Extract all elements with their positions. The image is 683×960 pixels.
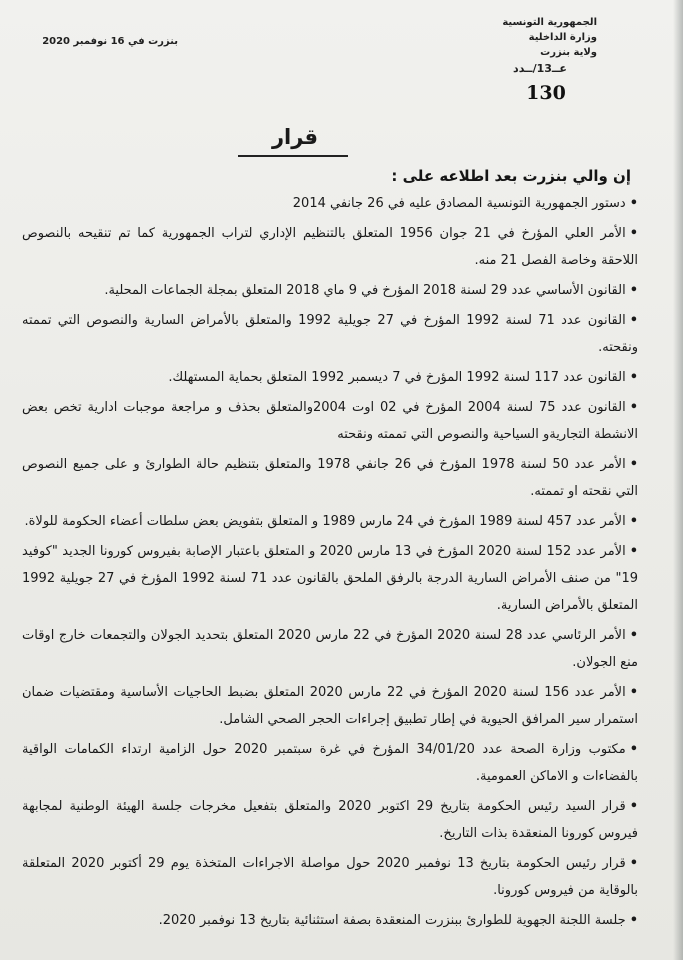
bullet-icon: •: [629, 685, 639, 700]
bullet-icon: •: [629, 370, 638, 385]
bullet-icon: •: [629, 457, 639, 472]
preamble: إن والي بنزرت بعد اطلاعه على :: [391, 167, 631, 185]
bullet-icon: •: [629, 283, 638, 298]
clause-text: القانون عدد 75 لسنة 2004 المؤرخ في 02 اوت 2004والمتعلق بحذف و مراجعة موجبات ادارية تخص بعض الانشطة التجاريةو السياحية والنصوص التي تممته ونقحته: [22, 400, 638, 442]
reference-line: عــ13/ــدد: [513, 62, 567, 75]
list-item: [22, 622, 638, 676]
list-item: [22, 538, 638, 619]
bullet-icon: •: [629, 913, 638, 928]
bullet-icon: •: [629, 742, 638, 757]
document-title: قرار: [271, 125, 319, 149]
governorate-label: ولاية بنزرت: [540, 47, 597, 58]
title-underline: [238, 155, 348, 157]
republic-label: الجمهورية التونسية: [502, 17, 597, 28]
bullet-icon: •: [629, 313, 639, 328]
clause-text: الأمر عدد 457 لسنة 1989 المؤرخ في 24 مارس 1989 و المتعلق بتفويض بعض سلطات أعضاء الحكومة للولاة.: [24, 514, 626, 529]
issue-date: بنزرت في 16 نوفمبر 2020: [42, 36, 178, 47]
clause-text: الأمر الرئاسي عدد 28 لسنة 2020 المؤرخ في 22 مارس 2020 المتعلق بتحديد الجولان والتجمعات خارج اوقات منع الجولان.: [22, 628, 638, 670]
bullet-icon: •: [629, 628, 638, 643]
clause-text: الأمر عدد 50 لسنة 1978 المؤرخ في 26 جانفي 1978 والمتعلق بتنظيم حالة الطوارئ و على جميع النصوص التي نقحته او تممته.: [22, 457, 638, 499]
list-item: [22, 277, 638, 304]
list-item: [22, 307, 638, 361]
clause-text: دستور الجمهورية التونسية المصادق عليه في 26 جانفي 2014: [292, 196, 626, 211]
clause-text: الأمر عدد 156 لسنة 2020 المؤرخ في 22 مارس 2020 المتعلق بضبط الحاجيات الأساسية ومقتضيات ضمان استمرار سير المرافق الحيوية في إطار تطبيق إجراءات الحجر الصحي الشامل.: [22, 685, 638, 727]
bullet-icon: •: [629, 226, 639, 241]
clause-text: مكتوب وزارة الصحة عدد 34/01/20 المؤرخ في غرة سبتمبر 2020 حول الزامية ارتداء الكمامات الواقية بالفضاءات و الاماكن العمومية.: [22, 742, 638, 784]
clause-text: القانون الأساسي عدد 29 لسنة 2018 المؤرخ في 9 ماي 2018 المتعلق بمجلة الجماعات المحلية.: [104, 283, 626, 298]
list-item: [22, 190, 638, 217]
clause-text: الأمر العلي المؤرخ في 21 جوان 1956 المتعلق بالتنظيم الإداري لتراب الجمهورية كما تم تنقيحه بالنصوص اللاحقة وخاصة الفصل 21 منه.: [22, 226, 638, 268]
list-item: [22, 508, 638, 535]
document-number: 130: [526, 82, 566, 104]
clause-text: الأمر عدد 152 لسنة 2020 المؤرخ في 13 مارس 2020 و المتعلق باعتبار الإصابة بفيروس كورونا الجديد "كوفيد 19" من صنف الأمراض السارية الدرجة بالرفق الملحق بالقانون عدد 71 لسنة 1992 المؤرخ في 27 جويلية 1992 المتعلق بالأمراض السارية.: [22, 544, 638, 613]
list-item: [22, 679, 638, 733]
list-item: [22, 394, 638, 448]
list-item: [22, 736, 638, 790]
clause-text: القانون عدد 117 لسنة 1992 المؤرخ في 7 ديسمبر 1992 المتعلق بحماية المستهلك.: [168, 370, 626, 385]
bullet-icon: •: [629, 544, 639, 559]
bullet-icon: •: [629, 514, 638, 529]
list-item: [22, 451, 638, 505]
clause-text: قرار رئيس الحكومة بتاريخ 13 نوفمبر 2020 حول مواصلة الاجراءات المتخذة يوم 29 أكتوبر 2020 المتعلقة بالوقاية من فيروس كورونا.: [22, 856, 638, 898]
page-edge-shadow: [673, 0, 683, 960]
list-item: [22, 364, 638, 391]
list-item: [22, 850, 638, 904]
bullet-icon: •: [629, 799, 638, 814]
clause-text: القانون عدد 71 لسنة 1992 المؤرخ في 27 جويلية 1992 والمتعلق بالأمراض السارية والنصوص التي تممته ونقحته.: [22, 313, 638, 355]
list-item: [22, 220, 638, 274]
ministry-label: وزارة الداخلية: [528, 32, 597, 43]
list-item: [22, 793, 638, 847]
bullet-icon: •: [629, 856, 639, 871]
bullet-icon: •: [629, 400, 639, 415]
legal-basis-list: [22, 190, 638, 937]
clause-text: جلسة اللجنة الجهوية للطوارئ ببنزرت المنعقدة بصفة استثنائية بتاريخ 13 نوفمبر 2020.: [158, 913, 626, 928]
clause-text: قرار السيد رئيس الحكومة بتاريخ 29 اكتوبر 2020 والمتعلق بتفعيل مخرجات جلسة الهيئة الوطنية لمجابهة فيروس كورونا المنعقدة بذات التاريخ.: [22, 799, 638, 841]
list-item: [22, 907, 638, 934]
bullet-icon: •: [629, 196, 638, 211]
issuer-header: [487, 15, 597, 60]
